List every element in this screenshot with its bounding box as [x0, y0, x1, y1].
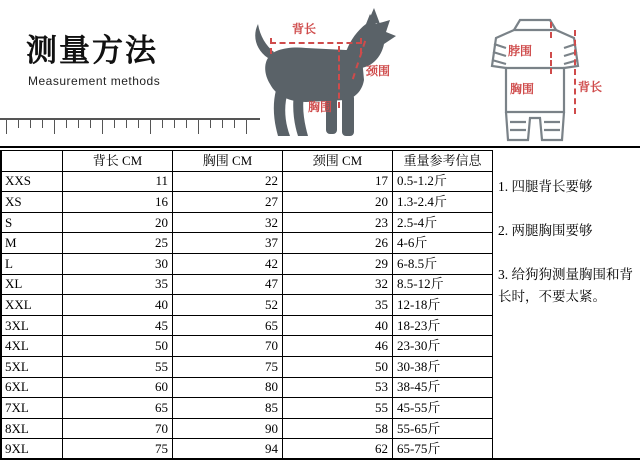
cell-back: 16 [63, 192, 173, 213]
cell-neck: 58 [283, 418, 393, 439]
table-row [1, 233, 493, 254]
cell-chest: 22 [173, 171, 283, 192]
table-body [1, 171, 493, 459]
cell-neck: 50 [283, 356, 393, 377]
cell-neck: 40 [283, 315, 393, 336]
cell-weight: 2.5-4斤 [393, 212, 493, 233]
cell-size: 6XL [1, 377, 63, 398]
cell-back: 25 [63, 233, 173, 254]
cell-size: 4XL [1, 336, 63, 357]
ruler-graphic [0, 118, 260, 148]
table-row [1, 171, 493, 192]
notes-panel [498, 150, 640, 324]
cloth-back-line [574, 30, 576, 114]
dog-chest-label: 胸围 [308, 100, 333, 114]
cell-size: XXS [1, 171, 63, 192]
dog-back-tick-left [270, 38, 272, 54]
cell-back: 11 [63, 171, 173, 192]
cell-back: 40 [63, 295, 173, 316]
page-subtitle: Measurement methods [28, 74, 161, 88]
cell-chest: 37 [173, 233, 283, 254]
cloth-neck-line [550, 22, 552, 38]
cell-chest: 47 [173, 274, 283, 295]
note-3: 3. 给狗狗测量胸围和背长时，不要太紧。 [498, 267, 633, 304]
dog-back-length-label: 背长 [292, 22, 317, 36]
cell-back: 30 [63, 253, 173, 274]
cell-back: 35 [63, 274, 173, 295]
cell-neck: 32 [283, 274, 393, 295]
cell-size: XL [1, 274, 63, 295]
table-row [1, 295, 493, 316]
cloth-neck-label: 脖围 [508, 44, 533, 58]
cell-neck: 53 [283, 377, 393, 398]
cell-chest: 52 [173, 295, 283, 316]
cell-weight: 1.3-2.4斤 [393, 192, 493, 213]
table-row [1, 336, 493, 357]
cell-weight: 65-75斤 [393, 439, 493, 460]
cell-chest: 27 [173, 192, 283, 213]
th-neck: 颈围 CM [283, 151, 393, 172]
table-row [1, 253, 493, 274]
th-weight: 重量参考信息 [393, 151, 493, 172]
cell-size: 3XL [1, 315, 63, 336]
table-row [1, 439, 493, 460]
cell-chest: 94 [173, 439, 283, 460]
cell-weight: 8.5-12斤 [393, 274, 493, 295]
note-2: 2. 两腿胸围要够 [498, 223, 593, 238]
cell-weight: 4-6斤 [393, 233, 493, 254]
table-row [1, 356, 493, 377]
cell-weight: 23-30斤 [393, 336, 493, 357]
cell-chest: 65 [173, 315, 283, 336]
cell-size: XXL [1, 295, 63, 316]
cell-weight: 18-23斤 [393, 315, 493, 336]
title-block [26, 34, 226, 88]
cell-size: 8XL [1, 418, 63, 439]
cell-size: 9XL [1, 439, 63, 460]
cell-back: 55 [63, 356, 173, 377]
dog-back-length-line [270, 42, 362, 44]
cell-weight: 30-38斤 [393, 356, 493, 377]
cell-back: 75 [63, 439, 173, 460]
table-row [1, 315, 493, 336]
th-chest: 胸围 CM [173, 151, 283, 172]
cell-chest: 90 [173, 418, 283, 439]
cell-back: 50 [63, 336, 173, 357]
cell-back: 65 [63, 398, 173, 419]
cell-neck: 17 [283, 171, 393, 192]
dog-diagram [250, 6, 410, 146]
left-border-rule [0, 150, 2, 458]
clothing-diagram [462, 8, 612, 148]
cell-weight: 6-8.5斤 [393, 253, 493, 274]
dog-neck-label: 颈围 [366, 64, 391, 78]
cell-neck: 20 [283, 192, 393, 213]
cell-neck: 35 [283, 295, 393, 316]
cell-chest: 80 [173, 377, 283, 398]
cloth-back-length-label: 背长 [578, 80, 603, 94]
table-row [1, 212, 493, 233]
table-header-row [1, 151, 493, 172]
cell-weight: 38-45斤 [393, 377, 493, 398]
cloth-chest-line [550, 52, 552, 74]
cell-back: 45 [63, 315, 173, 336]
page-title: 测量方法 [26, 33, 158, 68]
cell-weight: 55-65斤 [393, 418, 493, 439]
th-size [1, 151, 63, 172]
table-row [1, 418, 493, 439]
th-back-length: 背长 CM [63, 151, 173, 172]
cell-chest: 75 [173, 356, 283, 377]
table-row [1, 274, 493, 295]
cell-chest: 32 [173, 212, 283, 233]
cell-weight: 45-55斤 [393, 398, 493, 419]
cell-chest: 70 [173, 336, 283, 357]
cell-size: 7XL [1, 398, 63, 419]
cell-neck: 62 [283, 439, 393, 460]
size-table [0, 150, 493, 460]
table-row [1, 377, 493, 398]
cell-chest: 42 [173, 253, 283, 274]
cell-neck: 26 [283, 233, 393, 254]
cell-chest: 85 [173, 398, 283, 419]
dog-chest-line [338, 46, 340, 108]
cell-size: M [1, 233, 63, 254]
note-1: 1. 四腿背长要够 [498, 179, 593, 194]
cell-size: 5XL [1, 356, 63, 377]
cell-weight: 12-18斤 [393, 295, 493, 316]
cell-size: L [1, 253, 63, 274]
cloth-chest-label: 胸围 [510, 82, 535, 96]
cell-neck: 46 [283, 336, 393, 357]
cell-neck: 29 [283, 253, 393, 274]
cell-size: XS [1, 192, 63, 213]
banner-bottom-rule [0, 146, 640, 148]
cell-neck: 55 [283, 398, 393, 419]
header-banner [0, 0, 640, 152]
cell-back: 20 [63, 212, 173, 233]
size-table-area [0, 150, 640, 460]
cell-size: S [1, 212, 63, 233]
cell-weight: 0.5-1.2斤 [393, 171, 493, 192]
cell-back: 70 [63, 418, 173, 439]
cell-neck: 23 [283, 212, 393, 233]
cell-back: 60 [63, 377, 173, 398]
table-row [1, 398, 493, 419]
table-row [1, 192, 493, 213]
